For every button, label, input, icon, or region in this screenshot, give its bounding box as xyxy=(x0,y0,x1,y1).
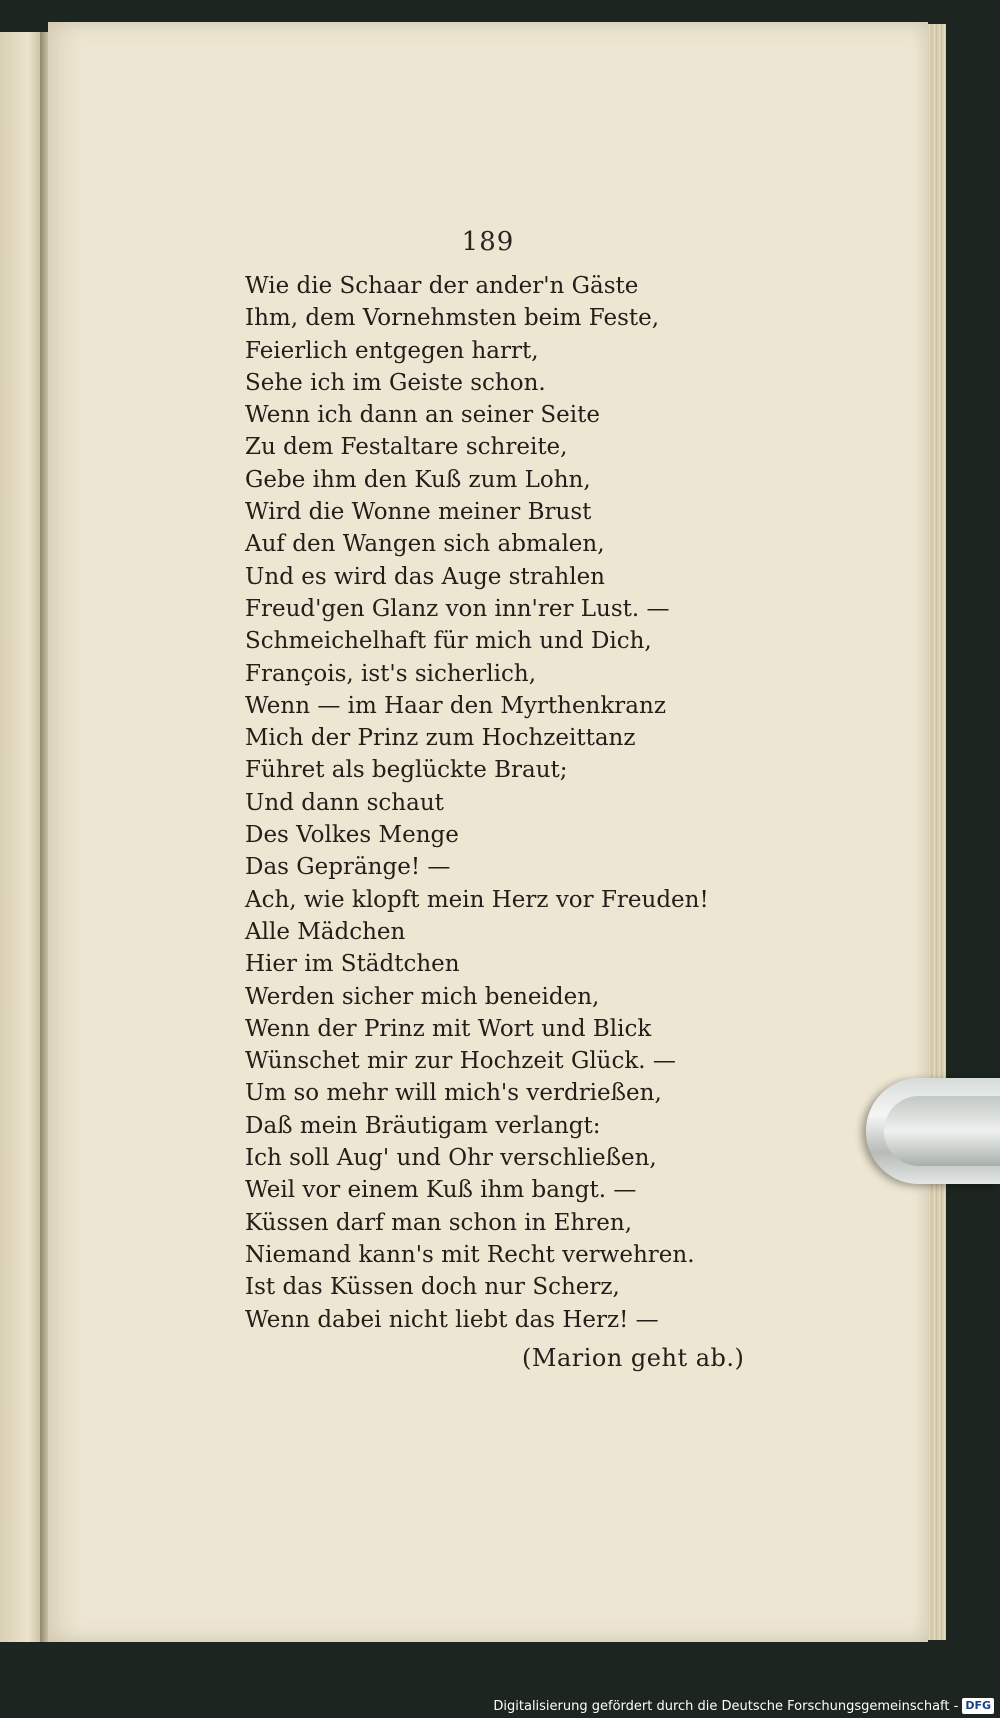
verse-line: Wenn dabei nicht liebt das Herz! — xyxy=(245,1306,659,1333)
verse-line: Wird die Wonne meiner Brust xyxy=(245,499,592,526)
verse-line: Hier im Städtchen xyxy=(245,951,460,978)
verse-line: Niemand kann's mit Recht verwehren. xyxy=(245,1241,695,1268)
verse-line: Und es wird das Auge strahlen xyxy=(245,563,605,590)
verse-line: Wenn der Prinz mit Wort und Blick xyxy=(245,1015,652,1042)
page-clip-highlight xyxy=(884,1096,1000,1166)
verse-line: Mich der Prinz zum Hochzeittanz xyxy=(245,725,636,752)
verse-line: Gebe ihm den Kuß zum Lohn, xyxy=(245,466,591,493)
verse-line: Wie die Schaar der ander'n Gäste xyxy=(245,273,639,299)
verse-line: Sehe ich im Geiste schon. xyxy=(245,369,546,396)
left-page-edge xyxy=(0,32,42,1642)
verse-line: Ist das Küssen doch nur Scherz, xyxy=(245,1274,620,1301)
page-edges xyxy=(928,24,946,1640)
credit-text: Digitalisierung gefördert durch die Deutsche Forschungsgemeinschaft - xyxy=(493,1698,959,1714)
verse-line: Daß mein Bräutigam verlangt: xyxy=(245,1112,601,1139)
verse-line: Alle Mädchen xyxy=(245,918,406,945)
verse-line: Ich soll Aug' und Ohr verschließen, xyxy=(245,1145,657,1172)
verse-line: Ihm, dem Vornehmsten beim Feste, xyxy=(245,305,660,332)
page-clip xyxy=(866,1078,1000,1184)
dfg-logo: DFG xyxy=(962,1698,994,1714)
verse-line: François, ist's sicherlich, xyxy=(245,660,537,687)
verse-line: Küssen darf man schon in Ehren, xyxy=(245,1209,633,1236)
verse-text xyxy=(245,270,709,1336)
verse-line: Freud'gen Glanz von inn'rer Lust. — xyxy=(245,595,670,622)
page-number: 189 xyxy=(461,227,515,257)
verse-line: Ach, wie klopft mein Herz vor Freuden! xyxy=(245,886,709,913)
verse-line: Wenn — im Haar den Myrthenkranz xyxy=(245,692,666,719)
verse-line: Weil vor einem Kuß ihm bangt. — xyxy=(245,1177,637,1204)
verse-line: Des Volkes Menge xyxy=(245,822,459,849)
verse-line: Auf den Wangen sich abmalen, xyxy=(245,531,605,558)
verse-line: Schmeichelhaft für mich und Dich, xyxy=(245,628,652,655)
stage-direction: (Marion geht ab.) xyxy=(522,1344,745,1372)
verse-line: Führet als beglückte Braut; xyxy=(245,757,568,784)
verse-line: Feierlich entgegen harrt, xyxy=(245,337,539,364)
verse-line: Und dann schaut xyxy=(245,789,444,816)
verse-line: Wenn ich dann an seiner Seite xyxy=(245,402,600,429)
book-gutter xyxy=(40,32,48,1642)
verse-line: Wünschet mir zur Hochzeit Glück. — xyxy=(245,1048,676,1075)
verse-line: Um so mehr will mich's verdrießen, xyxy=(245,1080,662,1107)
digitization-credit xyxy=(493,1698,994,1714)
verse-line: Zu dem Festaltare schreite, xyxy=(245,434,568,461)
verse-line: Werden sicher mich beneiden, xyxy=(245,983,600,1010)
verse-line: Das Gepränge! — xyxy=(245,854,451,881)
